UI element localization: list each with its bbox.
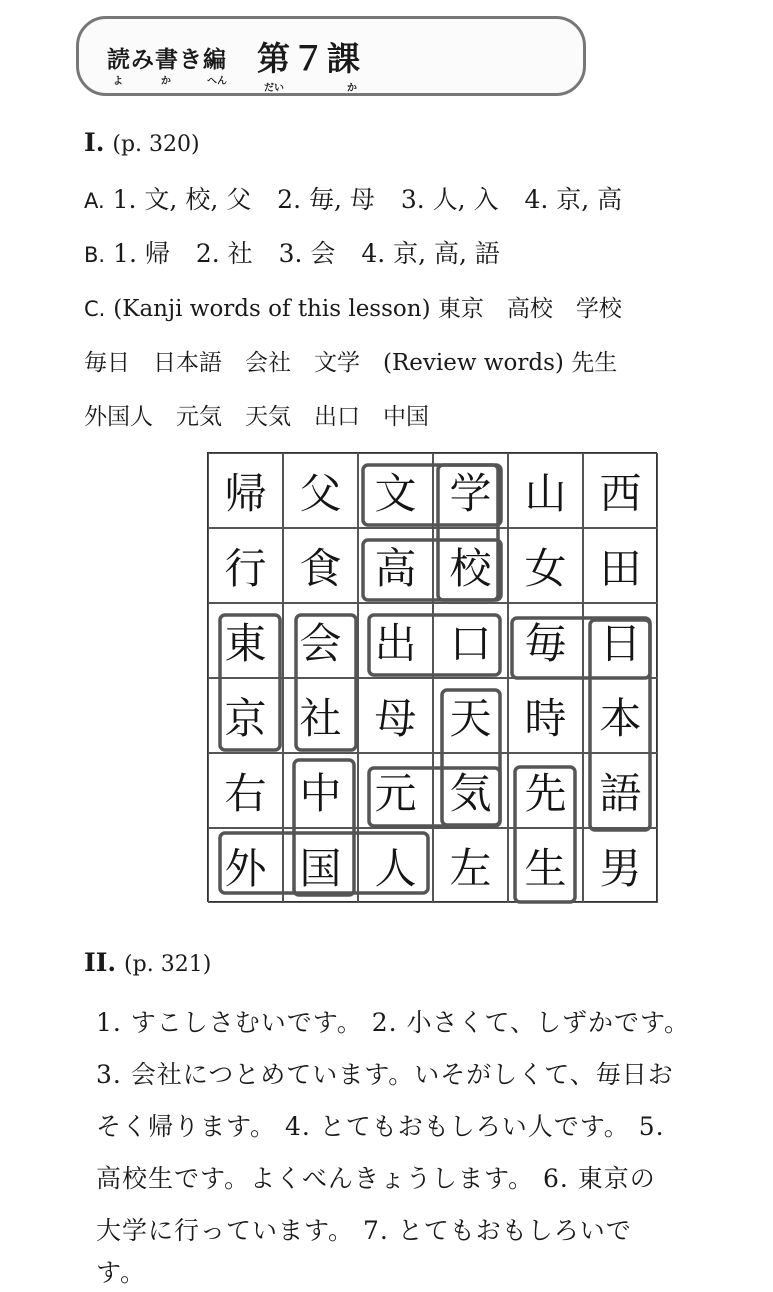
grid-cell: 天: [433, 678, 508, 753]
answer-line: 3. 会社につとめています。いそがしくて、毎日お: [96, 1060, 674, 1089]
grid-cell: 食: [283, 528, 358, 603]
answer-line: 高校生です。よくべんきょうします。 6. 東京の: [96, 1164, 656, 1193]
grid-cell: 元: [358, 753, 433, 828]
lesson-header: [76, 16, 586, 96]
grid-cell: 行: [208, 528, 283, 603]
grid-cell: 社: [283, 678, 358, 753]
furigana: よ: [113, 76, 123, 87]
grid-cell: 校: [433, 528, 508, 603]
furigana: へん: [207, 76, 227, 87]
roman-numeral: I.: [84, 128, 105, 157]
answer-b: [84, 234, 500, 270]
answer-item: 4. 京, 高, 語: [361, 239, 500, 268]
grid-cell: 生: [508, 828, 583, 903]
grid-cell: 男: [583, 828, 658, 903]
item-label: C.: [84, 297, 106, 321]
section-2-heading: [84, 948, 211, 977]
answer-item: 4. 京, 高: [524, 185, 623, 214]
grid-cell: 帰: [208, 453, 283, 528]
grid-cell: 人: [358, 828, 433, 903]
answer-item: 2. 社: [195, 239, 253, 268]
kanji-puzzle-grid: [207, 452, 657, 902]
answer-item: 1. 文, 校, 父: [112, 185, 252, 214]
answer-c-line-3: 外国人 元気 天気 出口 中国: [84, 404, 429, 430]
grid-cell: 右: [208, 753, 283, 828]
grid-cell: 語: [583, 753, 658, 828]
furigana: だい: [264, 83, 284, 94]
grid-cell: 口: [433, 603, 508, 678]
answer-line: す。: [96, 1258, 147, 1287]
section-title: 読み書き編: [107, 47, 227, 73]
grid-cell: 文: [358, 453, 433, 528]
grid-cell: 西: [583, 453, 658, 528]
grid-cell: 出: [358, 603, 433, 678]
grid-cell: 母: [358, 678, 433, 753]
page-reference: (p. 320): [112, 132, 200, 157]
answer-a: [84, 180, 622, 216]
grid-cell: 日: [583, 603, 658, 678]
section-1-heading: [84, 128, 200, 157]
answer-line: 大学に行っています。 7. とてもおもしろいで: [96, 1216, 632, 1245]
grid-cell: 本: [583, 678, 658, 753]
grid-cell: 東: [208, 603, 283, 678]
answer-line: そく帰ります。 4. とてもおもしろい人です。 5.: [96, 1112, 665, 1141]
item-label: B.: [84, 243, 106, 267]
grid-cell: 田: [583, 528, 658, 603]
answer-item: 1. 帰: [113, 239, 170, 268]
answer-item: 3. 会: [278, 239, 336, 268]
answer-c-line-2: 毎日 日本語 会社 文学 (Review words) 先生: [84, 350, 618, 376]
grid-cell: 父: [283, 453, 358, 528]
grid-cell: 中: [283, 753, 358, 828]
answer-c-line-1: [84, 290, 622, 323]
grid-cell: 気: [433, 753, 508, 828]
page-reference: (p. 321): [124, 952, 212, 977]
answer-text: (Kanji words of this lesson) 東京 高校 学校: [113, 296, 622, 322]
grid-cell: 女: [508, 528, 583, 603]
grid-cell: 山: [508, 453, 583, 528]
grid-cell: 時: [508, 678, 583, 753]
grid-cell: 左: [433, 828, 508, 903]
answer-item: 3. 人, 入: [400, 185, 499, 214]
grid-cell: 外: [208, 828, 283, 903]
item-label: A.: [84, 189, 105, 213]
grid-cell: 国: [283, 828, 358, 903]
grid-cell: 毎: [508, 603, 583, 678]
grid-cell: 会: [283, 603, 358, 678]
grid-cell: 学: [433, 453, 508, 528]
furigana: か: [347, 83, 357, 94]
answer-line: 1. すこしさむいです。 2. 小さくて、しずかです。: [96, 1008, 691, 1037]
grid-cell: 高: [358, 528, 433, 603]
grid-cell: 京: [208, 678, 283, 753]
roman-numeral: II.: [84, 948, 117, 977]
answer-item: 2. 毎, 母: [277, 185, 375, 214]
grid-cell: 先: [508, 753, 583, 828]
furigana: か: [161, 76, 171, 87]
lesson-title: 第７課: [257, 39, 362, 78]
